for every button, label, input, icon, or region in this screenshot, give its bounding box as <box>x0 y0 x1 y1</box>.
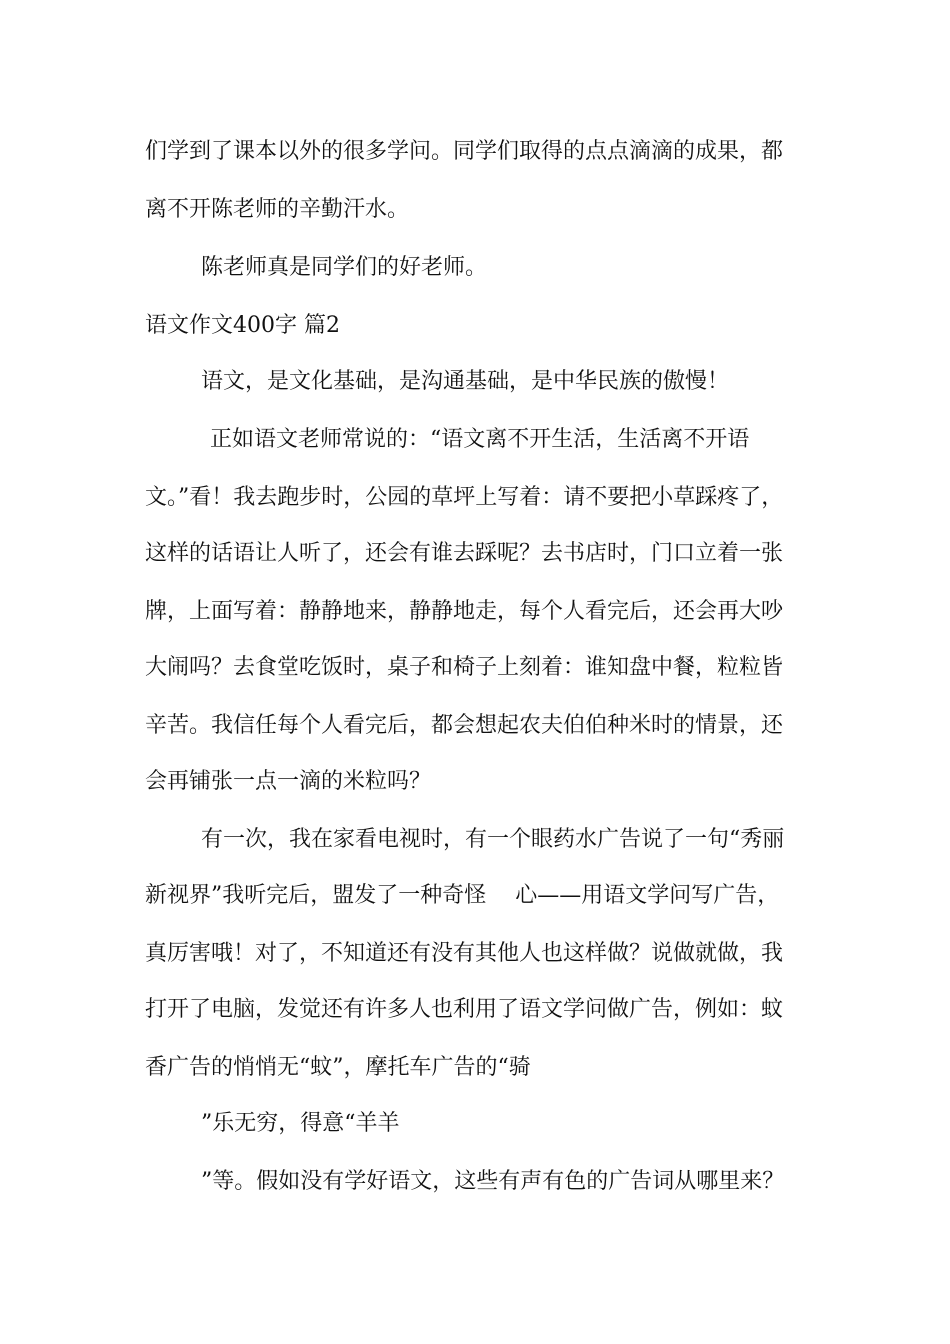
text-line: 正如语文老师常说的：“语文离不开生活，生活离不开语 <box>210 427 750 452</box>
text-line: 打开了电脑，发觉还有许多人也利用了语文学问做广告，例如：蚊 <box>145 997 784 1022</box>
text-line: ”等。假如没有学好语文，这些有声有色的广告词从哪里来？ <box>201 1169 785 1194</box>
text-line: 辛苦。我信任每个人看完后，都会想起农夫伯伯种米时的情景，还 <box>145 713 784 738</box>
text-line: 大闹吗？去食堂吃饭时，桌子和椅子上刻着：谁知盘中餐，粒粒皆 <box>145 655 784 680</box>
text-line: 离不开陈老师的辛勤汗水。 <box>145 197 410 222</box>
text-line: 牌，上面写着：静静地来，静静地走，每个人看完后，还会再大吵 <box>145 599 784 624</box>
text-line: 这样的话语让人听了，还会有谁去踩呢？去书店时，门口立着一张 <box>145 541 784 566</box>
section-heading: 语文作文400字 篇2 <box>145 313 340 338</box>
text-line: 们学到了课本以外的很多学问。同学们取得的点点滴滴的成果，都 <box>145 139 784 164</box>
text-line: 真厉害哦！对了，不知道还有没有其他人也这样做？说做就做，我 <box>145 941 784 966</box>
text-line: 文。”看！我去跑步时，公园的草坪上写着：请不要把小草踩疼了， <box>145 485 784 510</box>
text-line: 香广告的悄悄无“蚊”，摩托车广告的“骑 <box>145 1055 531 1080</box>
text-line: 会再铺张一点一滴的米粒吗？ <box>145 769 432 794</box>
text-line: ”乐无穷，得意“羊羊 <box>201 1111 400 1136</box>
text-line: 陈老师真是同学们的好老师。 <box>201 255 488 280</box>
text-line: 新视界”我听完后，盟发了一种奇怪 心——用语文学问写广告， <box>145 883 780 908</box>
text-line: 语文，是文化基础，是沟通基础，是中华民族的傲慢！ <box>201 369 730 394</box>
text-line: 有一次，我在家看电视时，有一个眼药水广告说了一句“秀丽 <box>201 827 785 852</box>
